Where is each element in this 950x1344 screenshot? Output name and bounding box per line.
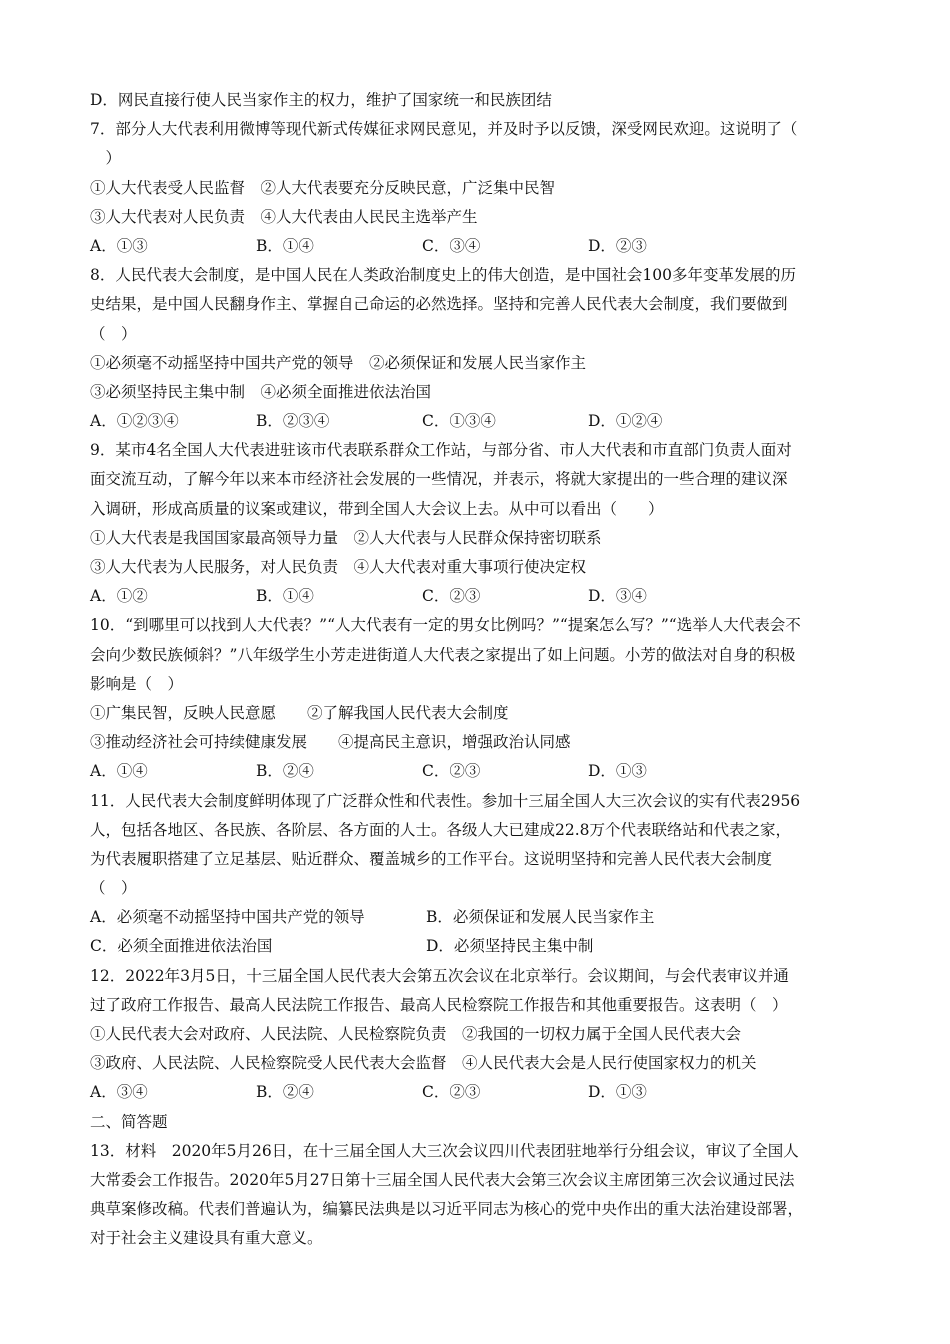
answer-options-row	[90, 757, 860, 786]
answer-option: D．③④	[588, 587, 647, 606]
text-line: ③政府、人民法院、人民检察院受人民代表大会监督 ④人民代表大会是人民行使国家权力的机关	[90, 1054, 757, 1073]
answer-option: A．①④	[90, 762, 148, 781]
text-line: D．网民直接行使人民当家作主的权力，维护了国家统一和民族团结	[90, 91, 552, 109]
text-line: ①必须毫不动摇坚持中国共产党的领导 ②必须保证和发展人民当家作主	[90, 353, 587, 372]
answer-option: B．①④	[256, 236, 314, 255]
answer-option: B．必须保证和发展人民当家作主	[426, 908, 655, 927]
text-line: 13．材料 2020年5月26日，在十三届全国人大三次会议四川代表团驻地举行分组会议，审议了全国人	[90, 1141, 799, 1160]
text-line: ①人大代表受人民监督 ②人大代表要充分反映民意，广泛集中民智	[90, 178, 556, 197]
answer-option: D．必须坚持民主集中制	[426, 937, 594, 956]
text-line: ①人大代表是我国国家最高领导力量 ②人大代表与人民群众保持密切联系	[90, 528, 602, 547]
text-line: 大常委会工作报告。2020年5月27日第十三届全国人民代表大会第三次会议主席团第三次会议通过民法	[90, 1170, 795, 1189]
text-line: 7．部分人大代表利用微博等现代新式传媒征求网民意见，并及时予以反馈，深受网民欢迎。这说明了（	[90, 120, 798, 139]
text-line: 影响是（ ）	[90, 674, 184, 693]
text-line: 面交流互动，了解今年以来本市经济社会发展的一些情况，并表示，将就大家提出的一些合理的建议深	[90, 470, 788, 489]
answer-options-row	[90, 407, 860, 436]
text-line: 人，包括各地区、各民族、各阶层、各方面的人士。各级人大已建成22.8万个代表联络站和代表之家，	[90, 820, 792, 839]
answer-option: C．③④	[422, 236, 481, 255]
text-line: 过了政府工作报告、最高人民法院工作报告、最高人民检察院工作报告和其他重要报告。这表明（ ）	[90, 995, 788, 1014]
answer-option: A．①②③④	[90, 412, 179, 431]
text-line: ③人大代表为人民服务，对人民负责 ④人大代表对重大事项行使决定权	[90, 558, 587, 576]
text-line: 11．人民代表大会制度鲜明体现了广泛群众性和代表性。参加十三届全国人大三次会议的实有代表2956	[90, 791, 801, 810]
answer-option: B．②④	[256, 1083, 314, 1102]
answer-option: D．①②④	[588, 412, 663, 431]
text-line: ①人民代表大会对政府、人民法院、人民检察院负责 ②我国的一切权力属于全国人民代表大会	[90, 1025, 742, 1043]
answer-options-row	[90, 932, 860, 961]
text-line: （ ）	[90, 324, 137, 343]
text-line: 10．“到哪里可以找到人大代表？”“人大代表有一定的男女比例吗？”“提案怎么写？”“选举人大代表会不	[90, 616, 801, 635]
text-line: 典草案修改稿。代表们普遍认为，编纂民法典是以习近平同志为核心的党中央作出的重大法治建设部署，	[90, 1200, 804, 1219]
answer-option: C．②③	[422, 587, 481, 606]
text-line: 12．2022年3月5日，十三届全国人民代表大会第五次会议在北京举行。会议期间，与会代表审议并通	[90, 966, 789, 985]
text-line: 为代表履职搭建了立足基层、贴近群众、覆盖城乡的工作平台。这说明坚持和完善人民代表大会制度	[90, 849, 773, 868]
answer-option: C．必须全面推进依法治国	[90, 937, 273, 956]
answer-option: B．①④	[256, 587, 314, 606]
answer-option: C．②③	[422, 1083, 481, 1102]
answer-option: C．①③④	[422, 412, 496, 431]
answer-option: B．②③④	[256, 412, 330, 431]
answer-option: D．①③	[588, 1083, 647, 1102]
answer-option: C．②③	[422, 762, 481, 781]
answer-option: D．①③	[588, 762, 647, 781]
answer-option: B．②④	[256, 762, 314, 781]
answer-options-row	[90, 232, 860, 261]
answer-options-row	[90, 582, 860, 611]
text-line: （ ）	[90, 879, 137, 898]
answer-option: A．必须毫不动摇坚持中国共产党的领导	[90, 908, 365, 927]
text-line: 会向少数民族倾斜？”八年级学生小芳走进街道人大代表之家提出了如上问题。小芳的做法对自身的积极	[90, 645, 796, 664]
answer-options-row	[90, 1078, 860, 1107]
answer-option: D．②③	[588, 236, 647, 255]
text-line: ③推动经济社会可持续健康发展 ④提高民主意识，增强政治认同感	[90, 733, 571, 752]
text-line: 8．人民代表大会制度，是中国人民在人类政治制度史上的伟大创造，是中国社会100多年变革发展的历	[90, 266, 796, 285]
text-line: ③人大代表对人民负责 ④人大代表由人民民主选举产生	[90, 207, 478, 226]
text-line: 入调研，形成高质量的议案或建议，带到全国人大会议上去。从中可以看出（ ）	[90, 499, 664, 518]
answer-option: A．①②	[90, 587, 148, 606]
text-line: ①广集民智，反映人民意愿 ②了解我国人民代表大会制度	[90, 703, 509, 722]
answer-option: A．①③	[90, 236, 148, 255]
text-line: 对于社会主义建设具有重大意义。	[90, 1229, 323, 1248]
text-line: 9．某市4名全国人大代表进驻该市代表联系群众工作站，与部分省、市人大代表和市直部门负责人面对	[90, 441, 792, 460]
answer-options-row	[90, 903, 860, 932]
text-line: 史结果，是中国人民翻身作主、掌握自己命运的必然选择。坚持和完善人民代表大会制度，我们要做到	[90, 295, 788, 314]
text-line: ）	[90, 149, 122, 168]
text-line: ③必须坚持民主集中制 ④必须全面推进依法治国	[90, 382, 432, 401]
answer-option: A．③④	[90, 1083, 148, 1102]
text-line: 二、简答题	[90, 1112, 168, 1131]
